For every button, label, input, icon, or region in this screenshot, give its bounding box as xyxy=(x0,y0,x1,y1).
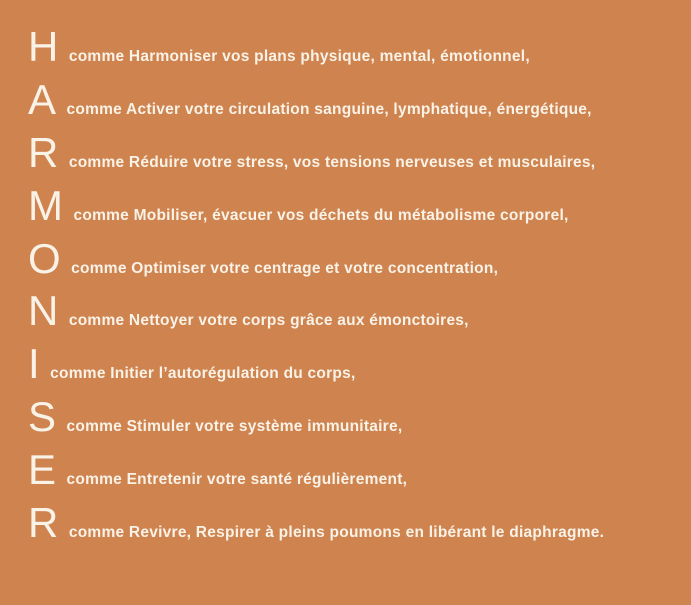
acrostic-text: comme Activer votre circulation sanguine, lymphatique, énergétique, xyxy=(66,100,592,118)
acrostic-line xyxy=(28,127,673,180)
acrostic-text: comme Nettoyer votre corps grâce aux émonctoires, xyxy=(68,312,469,330)
acrostic-text: comme Entretenir votre santé régulièrement, xyxy=(66,471,408,489)
acrostic-letter: S xyxy=(28,393,57,441)
acrostic-letter: A xyxy=(28,75,57,123)
acrostic-text: comme Mobiliser, évacuer vos déchets du métabolisme corporel, xyxy=(73,206,569,224)
acrostic-text: comme Initier l’autorégulation du corps, xyxy=(50,365,356,383)
acrostic-letter: M xyxy=(28,181,64,229)
acrostic-line xyxy=(28,497,673,550)
acrostic-letter: E xyxy=(28,446,57,494)
acrostic-letter: O xyxy=(28,234,62,282)
acrostic-letter: H xyxy=(28,23,59,70)
acrostic-text: comme Optimiser votre centrage et votre concentration, xyxy=(71,259,499,277)
acrostic-text: comme Stimuler votre système immunitaire, xyxy=(66,418,403,436)
acrostic-letter: I xyxy=(28,340,41,388)
acrostic-line xyxy=(28,21,673,74)
acrostic-line xyxy=(28,444,673,497)
acrostic-letter: N xyxy=(28,287,59,335)
acrostic-letter: R xyxy=(28,499,59,547)
acrostic-line xyxy=(28,180,673,233)
acrostic-line xyxy=(28,285,673,338)
acrostic-line xyxy=(28,74,673,127)
acrostic-text: comme Réduire votre stress, vos tensions nerveuses et musculaires, xyxy=(68,153,596,171)
acrostic-letter: R xyxy=(28,128,59,176)
acrostic-line xyxy=(28,233,673,286)
acrostic-line xyxy=(28,391,673,444)
acrostic-text: comme Harmoniser vos plans physique, mental, émotionnel, xyxy=(68,48,530,65)
acrostic-text: comme Revivre, Respirer à pleins poumons en libérant le diaphragme. xyxy=(68,524,605,542)
acrostic-line xyxy=(28,338,673,391)
